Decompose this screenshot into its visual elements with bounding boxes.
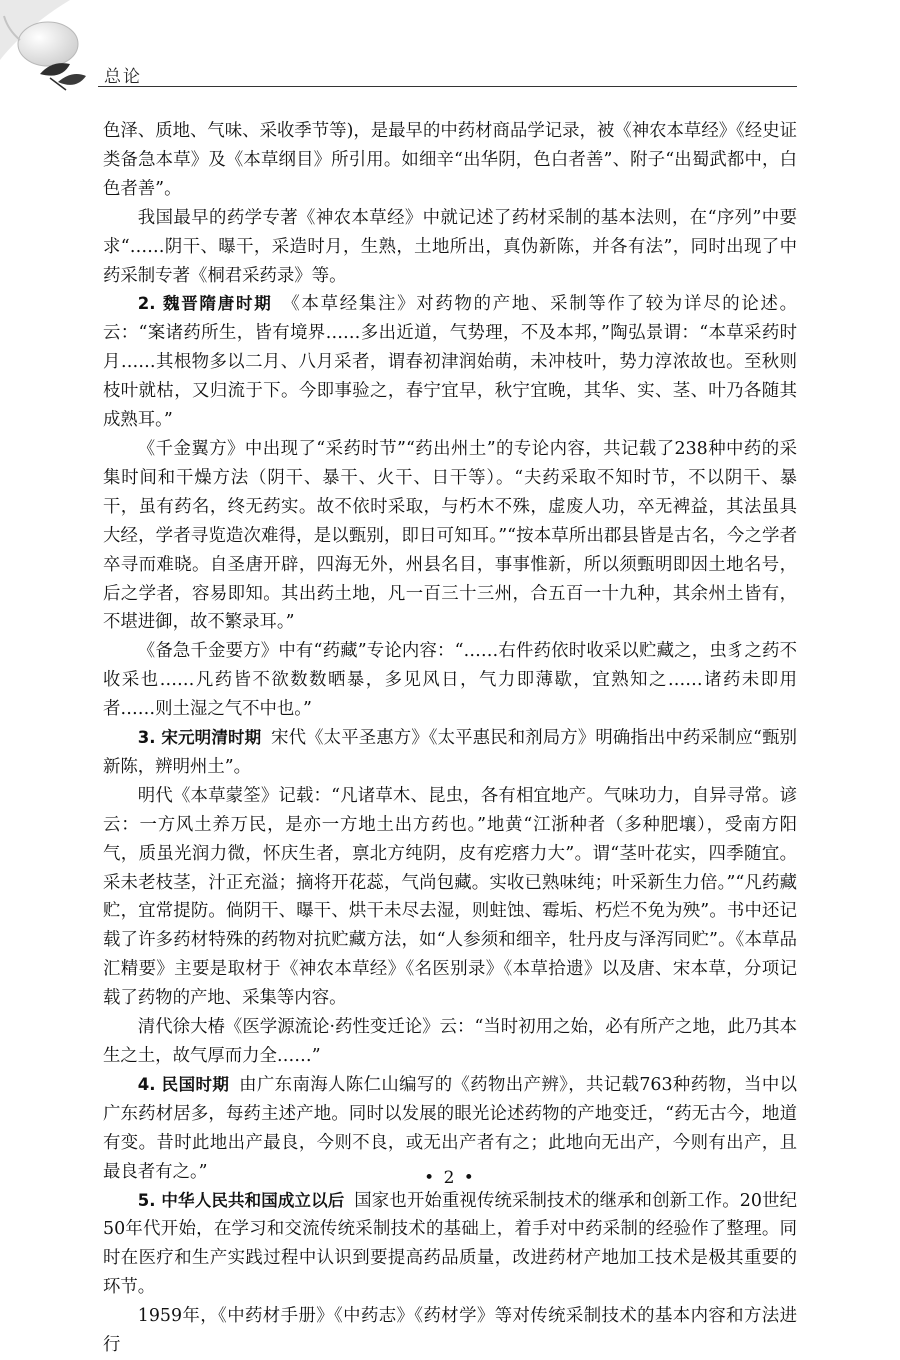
paragraph-text: 宋代《太平圣惠方》《太平惠民和剂局方》明确指出中药采制应“甄别新陈，辨明州土”。 [103, 728, 797, 777]
paragraph: 《千金翼方》中出现了“采药时节”“药出州土”的专论内容，共记载了238种中药的采集时间和干燥方法（阴干、暴干、火干、日干等）。“夫药采取不知时节，不以阴干、暴干，虽有药名，终无药实。故不依时采取，与朽木不殊，虚废人功，卒无裨益，其法虽具大经，学者寻览造次难得，是以甄别，即日可知耳。”“按本草所出郡县皆是古名，今之学者卒寻而难晓。自圣唐开辟，四海无外，州县名目，事事惟新，所以须甄明即因土地名号，后之学者，容易即知。其出药土地，凡一百三十三州，合五百一十九种，其余州土皆有，不堪进御，故不繁录耳。” [103, 438, 797, 633]
paragraph: 色泽、质地、气味、采收季节等)，是最早的中药材商品学记录，被《神农本草经》《经史证类备急本草》及《本草纲目》所引用。如细辛“出华阴，色白者善”、附子“出蜀武都中，白色者善”。 [103, 121, 797, 199]
paragraph [103, 724, 797, 782]
page-number: • 2 • [424, 1168, 476, 1188]
section-heading: 3. 宋元明清时期 [137, 728, 262, 748]
header-divider [98, 86, 797, 87]
corner-ornament-icon [0, 0, 120, 100]
paragraph: 清代徐大椿《医学源流论·药性变迁论》云：“当时初用之始，必有所产之地，此乃其本生之土，故气厚而力全……” [103, 1017, 797, 1066]
paragraph-text: 国家也开始重视传统采制技术的继承和创新工作。20世纪50年代开始，在学习和交流传统采制技术的基础上，着手对中药采制的经验作了整理。同时在医疗和生产实践过程中认识到要提高药品质量，改进药材产地加工技术是极其重要的环节。 [103, 1190, 797, 1298]
paragraph: 明代《本草蒙筌》记载：“凡诸草木、昆虫，各有相宜地产。气味功力，自异寻常。谚云：一方风土养万民，是亦一方地土出方药也。”地黄“江浙种者（多种肥壤），受南方阳气，质虽光润力微，怀庆生者，禀北方纯阴，皮有疙瘩力大”。谓“茎叶花实，四季随宜。采未老枝茎，汁正充溢；摘将开花蕊，气尚包藏。实收已熟味纯；叶采新生力倍。”“凡药藏贮，宜常提防。倘阴干、曝干、烘干未尽去湿，则蛀蚀、霉垢、朽烂不免为殃”。书中还记载了许多药材特殊的药物对抗贮藏方法，如“人参须和细辛，牡丹皮与泽泻同贮”。《本草品汇精要》主要是取材于《神农本草经》《名医别录》《本草拾遗》以及唐、宋本草，分项记载了药物的产地、采集等内容。 [103, 785, 797, 1009]
paragraph: 1959年，《中药材手册》《中药志》《药材学》等对传统采制技术的基本内容和方法进行 [103, 1306, 797, 1356]
paragraph [103, 1187, 797, 1303]
running-header-title: 总论 [104, 67, 142, 87]
paragraph-text: 由广东南海人陈仁山编写的《药物出产辨》，共记载763种药物，当中以广东药材居多，每药主述产地。同时以发展的眼光论述药物的产地变迁，“药无古今，地道有变。昔时此地出产最良，今则不良，或无出产者有之；此地向无出产，今则有出产，且最良者有之。” [103, 1074, 797, 1182]
paragraph: 我国最早的药学专著《神农本草经》中就记述了药材采制的基本法则，在“序列”中要求“……阴干、曝干，采造时月，生熟，土地所出，真伪新陈，并各有法”，同时出现了中药采制专著《桐君采药录》等。 [103, 207, 797, 286]
section-heading: 2. 魏晋隋唐时期 [137, 294, 273, 314]
section-heading: 4. 民国时期 [137, 1074, 230, 1094]
section-heading: 5. 中华人民共和国成立以后 [137, 1190, 345, 1210]
paragraph-text: 《本草经集注》对药物的产地、采制等作了较为详尽的论述。云：“案诸药所生，皆有境界……多出近道，气势理，不及本邦，”陶弘景谓：“本草采药时月……其根物多以二月、八月采者，谓春初津润始萌，未冲枝叶，势力淳浓故也。至秋则枝叶就枯，又归流于下。今即事验之，春宁宜早，秋宁宜晚，其华、实、茎、叶乃各随其成熟耳。” [103, 294, 797, 431]
paragraph: 《备急千金要方》中有“药藏”专论内容：“……右件药依时收采以贮藏之，虫豸之药不收采也……凡药皆不欲数数晒暴，多见风日，气力即薄歇，宜熟知之……诸药未即用者……则土湿之气不中也。” [103, 641, 797, 720]
paragraph [103, 290, 797, 435]
